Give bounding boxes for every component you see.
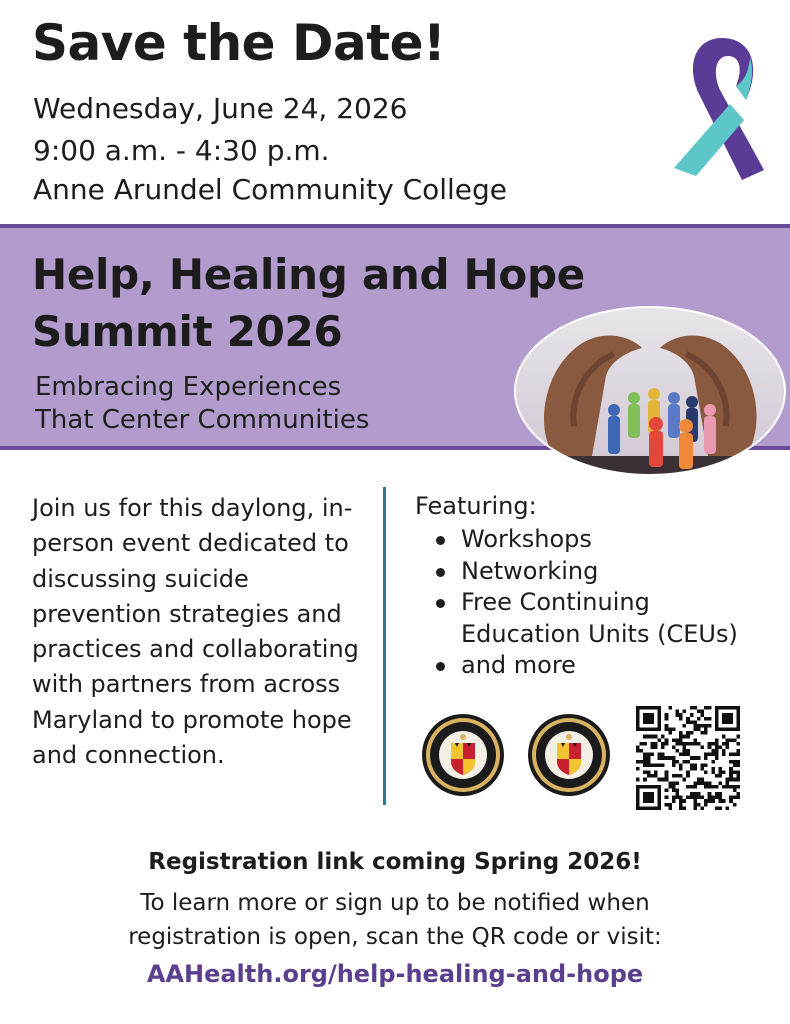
summit-title-line-1: Help, Healing and Hope [32,250,585,299]
featuring-label: Featuring: [415,492,537,520]
feature-item-more: and more [420,650,738,682]
qr-code-icon[interactable] [636,706,740,810]
feature-item-networking: Networking [420,556,738,588]
summit-title-line-2: Summit 2026 [32,307,343,356]
event-date: Wednesday, June 24, 2026 [33,92,408,125]
event-venue: Anne Arundel Community College [33,173,508,206]
registration-link[interactable]: AAHealth.org/help-healing-and-hope [146,960,644,988]
awareness-ribbon-icon [672,30,768,180]
feature-item-workshops: Workshops [420,524,738,556]
summit-tagline-line-2: That Center Communities [35,405,370,435]
registration-info-line-1: To learn more or sign up to be notified when [140,890,650,916]
column-divider [383,487,386,805]
hands-protecting-people-image [514,306,786,476]
headline: Save the Date! [32,14,446,72]
event-description: Join us for this daylong, in-person event dedicated to discussing suicide prevention strategies and practices and collaborating with partners from across Maryland to promote hope and connection. [32,494,359,770]
summit-tagline-line-1: Embracing Experiences [35,372,342,402]
registration-heading: Registration link coming Spring 2026! [148,849,642,875]
event-time: 9:00 a.m. - 4:30 p.m. [33,134,330,167]
feature-ceu-text: Free Continuing Education Units (CEUs) [461,588,738,648]
registration-info-line-2: registration is open, scan the QR code or visit: [128,924,662,950]
feature-item-ceus [420,587,738,650]
department-of-health-seal-icon [421,713,505,797]
features-list [420,524,738,682]
mental-health-agency-seal-icon [527,713,611,797]
